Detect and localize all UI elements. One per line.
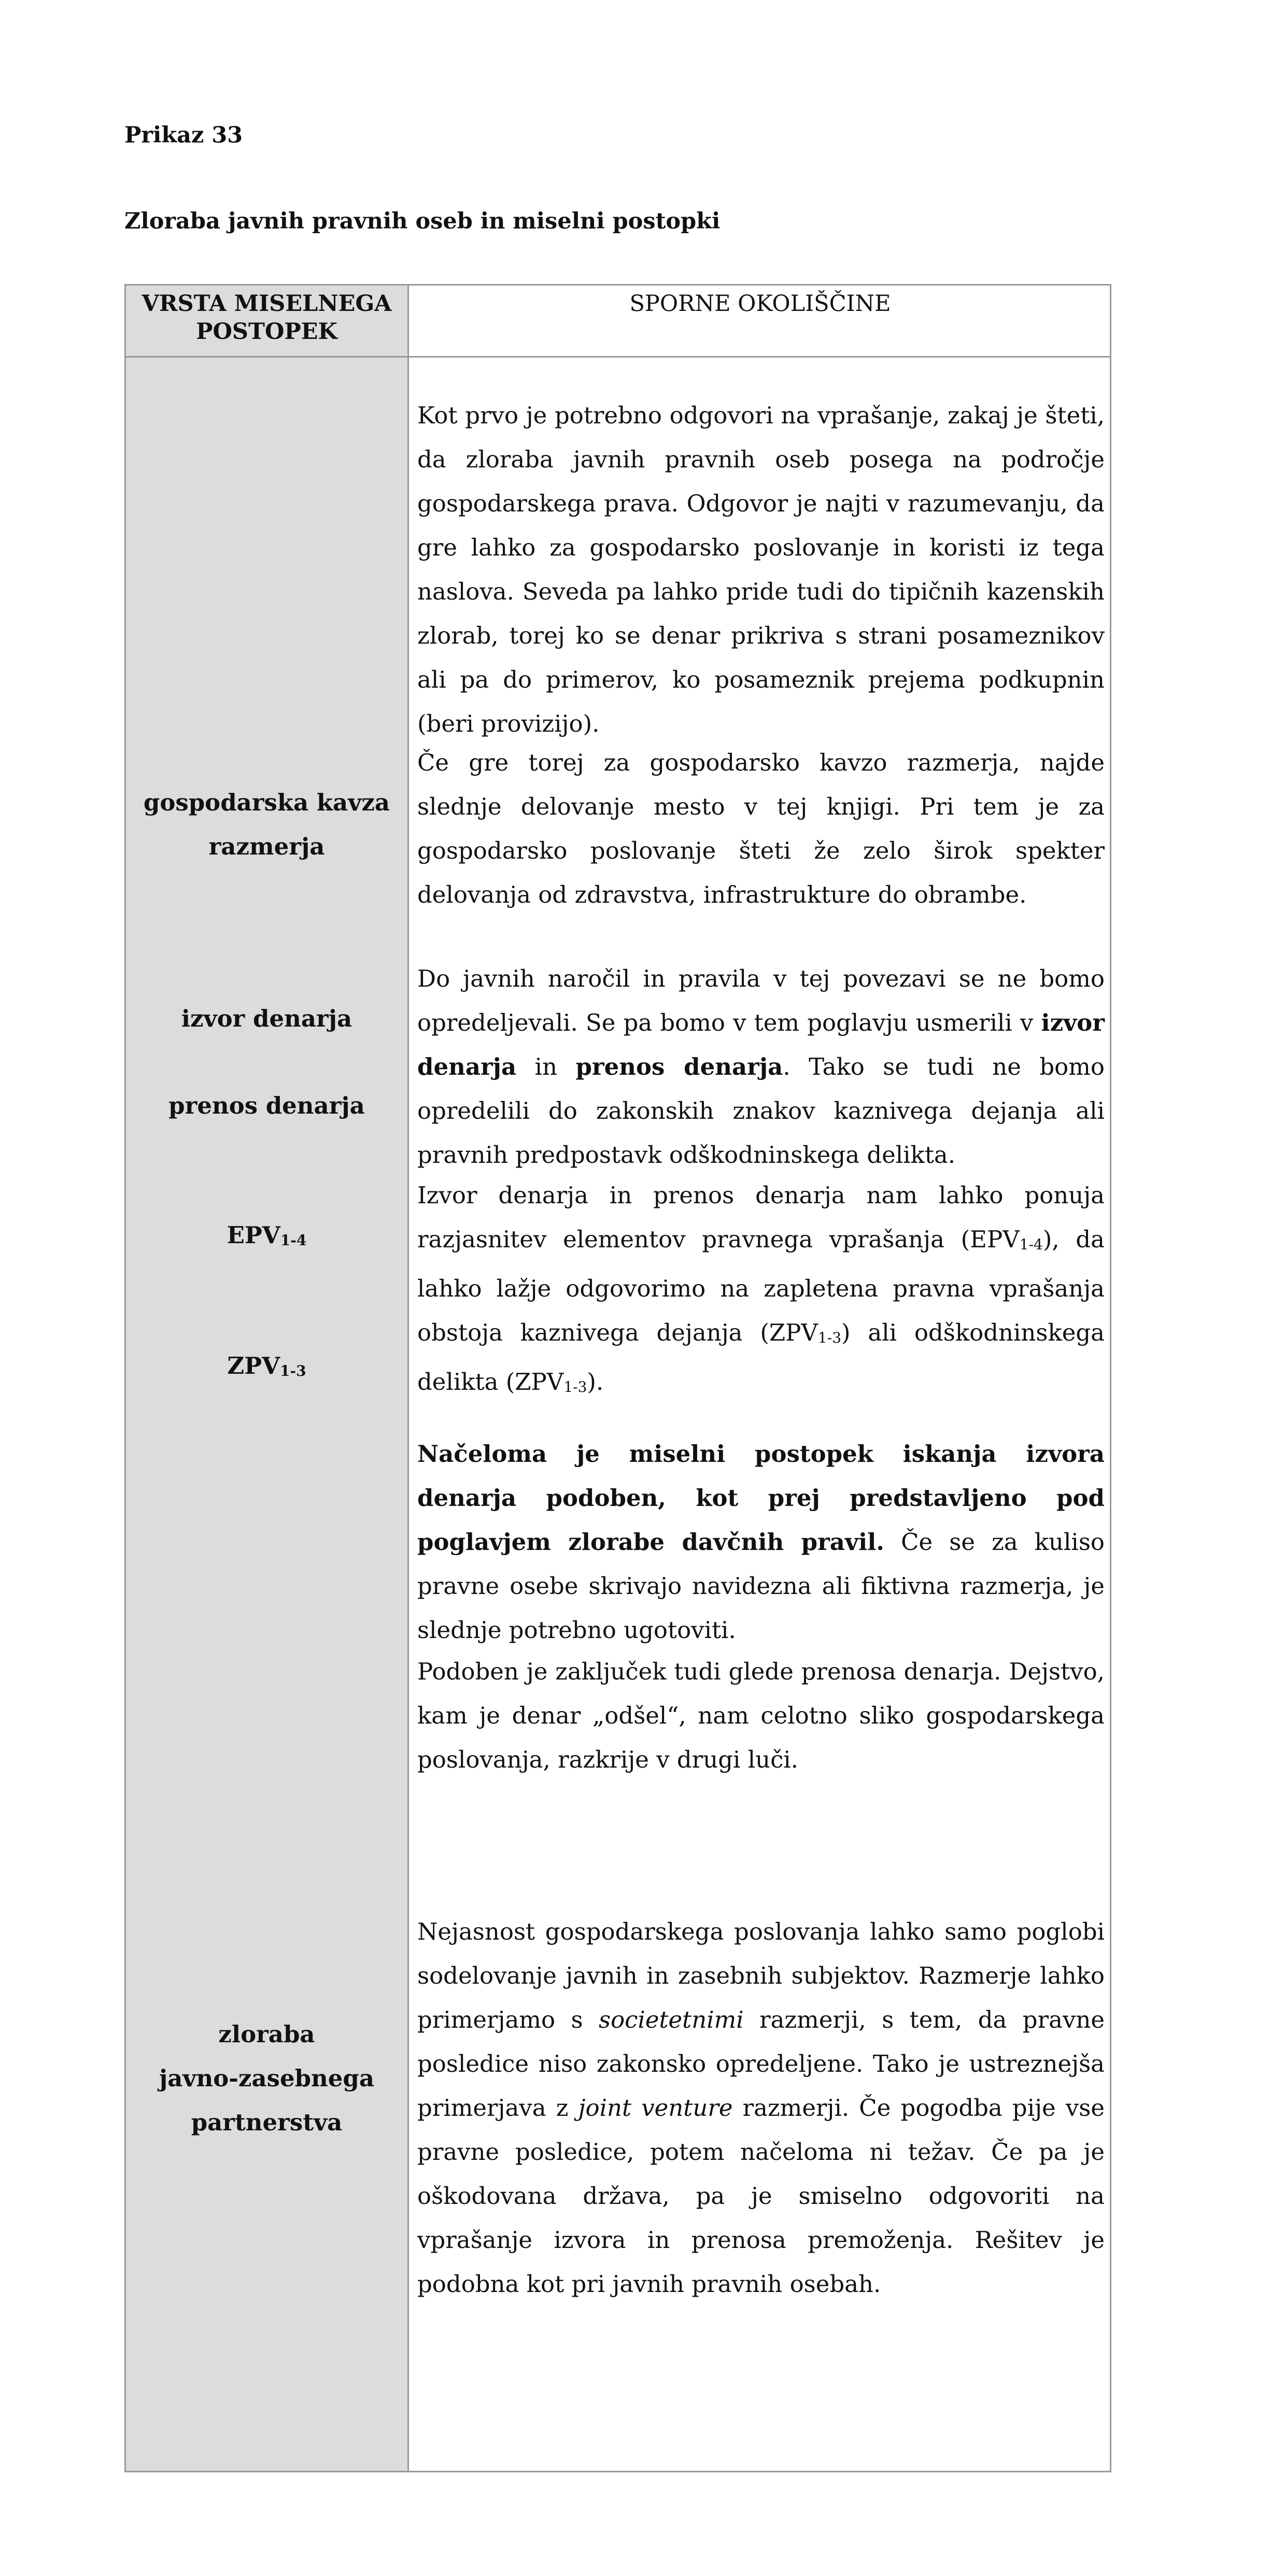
label-epv: $EPV_{1-4}$ xyxy=(227,1221,307,1249)
label-money-source: izvor denarja xyxy=(181,1005,352,1032)
paragraph-transfer: Podoben je zaključek tudi glede prenosa denarja. Dejstvo, kam je denar „odšel“, nam celotno sliko gospodarskega poslovanja, razkrije v drugi luči. xyxy=(417,1658,1105,1773)
label-economic-cause: gospodarska kavza razmerja xyxy=(143,789,390,860)
label-zpv: $ZPV_{1-3}$ xyxy=(227,1352,306,1379)
paragraph-scope: Do javnih naročil in pravila v tej povezavi se ne bomo opredeljevali. Se pa bomo v tem poglavju usmerili v izvor denarja in prenos denarja. Tako se tudi ne bomo opredelili do zakonskih znakov kaznivega dejanja ali pravnih predpostavk odškodninskega delikta. xyxy=(417,965,1105,1169)
figure-label: Prikaz 33 xyxy=(124,122,243,148)
paragraph-ppp: Nejasnost gospodarskega poslovanja lahko samo poglobi sodelovanje javnih in zasebnih subjektov. Razmerje lahko primerjamo s societetnimi razmerji, s tem, da pravne posledice niso zakonsko opredeljene. Tako je ustreznejša primerjava z joint venture razmerji. Če pogodba pije vse pravne posledice, potem načeloma ni težav. Če pa je oškodovana država, pa je smiselno odgovoriti na vprašanje izvora in prenosa premoženja. Rešitev je podobna kot pri javnih pravnih osebah. xyxy=(417,1918,1105,2298)
paragraph-economic-cause: Če gre torej za gospodarsko kavzo razmerja, najde slednje delovanje mesto v tej knjigi. Pri tem je za gospodarsko poslovanje šteti že zelo širok spekter delovanja od zdravstva, infrastrukture do obrambe. xyxy=(417,749,1105,908)
paragraph-intro: Kot prvo je potrebno odgovori na vprašanje, zakaj je šteti, da zloraba javnih pravnih oseb posega na področje gospodarskega prava. Odgovor je najti v razumevanju, da gre lahko za gospodarsko poslovanje in koristi iz tega naslova. Seveda pa lahko pride tudi do tipičnih kazenskih zlorab, torej ko se denar prikriva s strani posameznikov ali pa do primerov, ko posameznik prejema podkupnin (beri provizijo). xyxy=(417,402,1105,737)
label-ppp-abuse: zloraba javno-zasebnega partnerstva xyxy=(159,2020,375,2136)
paragraph-method: Načeloma je miselni postopek iskanja izvora denarja podoben, kot prej predstavljeno pod poglavjem zlorabe davčnih pravil. Če se za kuliso pravne osebe skrivajo navidezna ali fiktivna razmerja, je slednje potrebno ugotoviti. xyxy=(417,1440,1105,1644)
col-header-procedure-type: VRSTA MISELNEGA POSTOPEK xyxy=(142,291,392,345)
col-header-disputed-circumstances: SPORNE OKOLIŠČINE xyxy=(629,291,891,317)
table-title: Zloraba javnih pravnih oseb in miselni postopki xyxy=(124,208,721,234)
label-money-transfer: prenos denarja xyxy=(168,1092,365,1119)
header-divider xyxy=(126,356,1110,358)
analysis-table xyxy=(124,284,1111,2472)
paragraph-epv-zpv: Izvor denarja in prenos denarja nam lahko ponuja razjasnitev elementov pravnega vprašanja $(EPV_{1-4})$, da lahko lažje odgovorimo na zapletena pravna vprašanja obstoja kaznivega dejanja $(ZPV_{1-3})$ ali odškodninskega delikta $(ZPV_{1-3})$. xyxy=(417,1182,1105,1396)
